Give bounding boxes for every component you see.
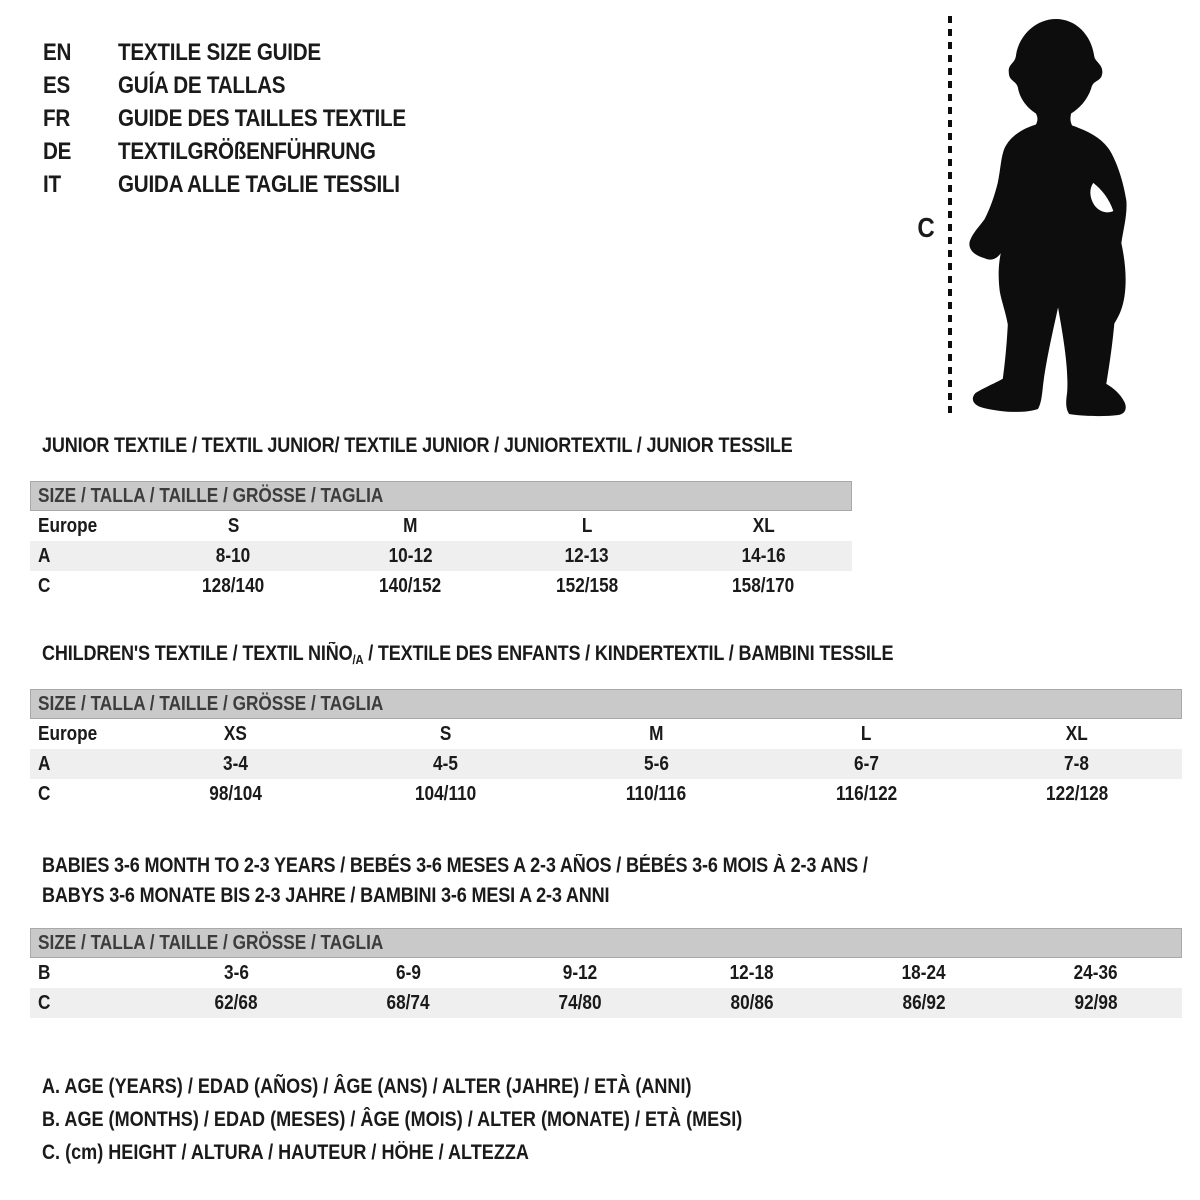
junior-section-heading: JUNIOR TEXTILE / TEXTIL JUNIOR/ TEXTILE JUNIOR / JUNIORTEXTIL / JUNIOR TESSILE [42, 434, 793, 457]
size-cell: L [581, 514, 593, 537]
size-cell: 12-13 [564, 544, 609, 567]
size-cell: M [648, 722, 664, 745]
language-row-de [43, 135, 453, 168]
language-code: ES [43, 71, 71, 99]
size-cell: 14-16 [741, 544, 786, 567]
table-row-europe [30, 511, 852, 541]
size-cell: 152/158 [555, 574, 618, 597]
footnote-b: B. AGE (MONTHS) / EDAD (MESES) / ÂGE (MOIS) / ALTER (MONATE) / ETÀ (MESI) [42, 1108, 743, 1131]
language-code: IT [43, 170, 61, 198]
row-label: A [38, 752, 51, 775]
footnote-c: C. (cm) HEIGHT / ALTURA / HAUTEUR / HÖHE / ALTEZZA [42, 1141, 529, 1164]
table-row-height [30, 779, 1182, 809]
height-measure-dashed-line [948, 16, 952, 416]
size-cell: 3-6 [223, 961, 249, 984]
language-title: TEXTILE SIZE GUIDE [118, 38, 321, 66]
size-cell: 86/92 [902, 991, 946, 1014]
footnote-a: A. AGE (YEARS) / EDAD (AÑOS) / ÂGE (ANS) / ALTER (JAHRE) / ETÀ (ANNI) [42, 1075, 692, 1098]
babies-section-heading [42, 851, 1002, 911]
size-cell: 24-36 [1074, 961, 1118, 984]
size-cell: 10-12 [388, 544, 433, 567]
junior-size-header-bar [30, 481, 852, 511]
size-header-label: SIZE / TALLA / TAILLE / GRÖSSE / TAGLIA [38, 931, 384, 954]
language-title: TEXTILGRÖßENFÜHRUNG [118, 137, 376, 165]
row-label: C [38, 782, 51, 805]
size-cell: 62/68 [214, 991, 258, 1014]
size-cell: XS [223, 722, 247, 745]
size-cell: L [861, 722, 872, 745]
language-code: EN [43, 38, 72, 66]
size-cell: 5-6 [643, 752, 669, 775]
children-section-heading: CHILDREN'S TEXTILE / TEXTIL NIÑO/A / TEXTILE DES ENFANTS / KINDERTEXTIL / BAMBINI TESSILE [42, 642, 894, 667]
babies-heading-line1: BABIES 3-6 MONTH TO 2-3 YEARS / BEBÉS 3-6 MESES A 2-3 AÑOS / BÉBÉS 3-6 MOIS À 2-3 ANS / [42, 854, 868, 877]
table-row-age [30, 749, 1182, 779]
size-cell: M [402, 514, 418, 537]
table-row-age-months [30, 958, 1182, 988]
babies-heading-line2: BABYS 3-6 MONATE BIS 2-3 JAHRE / BAMBINI 3-6 MESI A 2-3 ANNI [42, 884, 610, 907]
size-cell: 110/116 [625, 782, 687, 805]
language-row-it [43, 168, 453, 201]
size-cell: 4-5 [433, 752, 459, 775]
language-title: GUIDA ALLE TAGLIE TESSILI [118, 170, 400, 198]
size-cell: 98/104 [208, 782, 262, 805]
size-cell: 3-4 [222, 752, 248, 775]
size-cell: 140/152 [379, 574, 442, 597]
language-title-list [43, 36, 453, 201]
size-cell: 9-12 [562, 961, 598, 984]
footnotes [42, 1070, 856, 1169]
table-row-age [30, 541, 852, 571]
language-row-es [43, 69, 453, 102]
size-cell: 12-18 [730, 961, 774, 984]
size-cell: S [439, 722, 452, 745]
language-code: DE [43, 137, 72, 165]
row-label: C [38, 574, 51, 597]
size-cell: 7-8 [1064, 752, 1090, 775]
size-cell: 80/86 [730, 991, 774, 1014]
table-row-height [30, 571, 852, 601]
size-cell: 6-9 [395, 961, 421, 984]
row-label: Europe [38, 514, 98, 537]
row-label: C [38, 991, 51, 1014]
size-cell: 6-7 [853, 752, 879, 775]
size-cell: 116/122 [835, 782, 898, 805]
size-cell: 8-10 [216, 544, 251, 567]
language-row-en [43, 36, 453, 69]
size-cell: S [227, 514, 240, 537]
children-heading-subscript: /A [352, 652, 364, 667]
children-size-header-bar [30, 689, 1182, 719]
row-label: A [38, 544, 51, 567]
language-row-fr [43, 102, 453, 135]
table-row-europe [30, 719, 1182, 749]
size-cell: 158/170 [732, 574, 795, 597]
size-header-label: SIZE / TALLA / TAILLE / GRÖSSE / TAGLIA [38, 484, 384, 507]
toddler-silhouette-image [962, 14, 1134, 418]
size-cell: 68/74 [386, 991, 430, 1014]
size-cell: 74/80 [558, 991, 602, 1014]
babies-size-header-bar [30, 928, 1182, 958]
language-title: GUÍA DE TALLAS [118, 71, 286, 99]
language-title: GUIDE DES TAILLES TEXTILE [118, 104, 406, 132]
size-cell: 122/128 [1045, 782, 1108, 805]
size-cell: 92/98 [1074, 991, 1118, 1014]
height-measure-label: C [917, 212, 935, 243]
size-cell: XL [1065, 722, 1088, 745]
size-cell: 128/140 [202, 574, 265, 597]
size-cell: 104/110 [414, 782, 477, 805]
row-label: Europe [38, 722, 98, 745]
size-cell: 18-24 [902, 961, 946, 984]
size-cell: XL [752, 514, 775, 537]
table-row-height [30, 988, 1182, 1018]
language-code: FR [43, 104, 71, 132]
size-header-label: SIZE / TALLA / TAILLE / GRÖSSE / TAGLIA [38, 692, 384, 715]
row-label: B [38, 961, 51, 984]
